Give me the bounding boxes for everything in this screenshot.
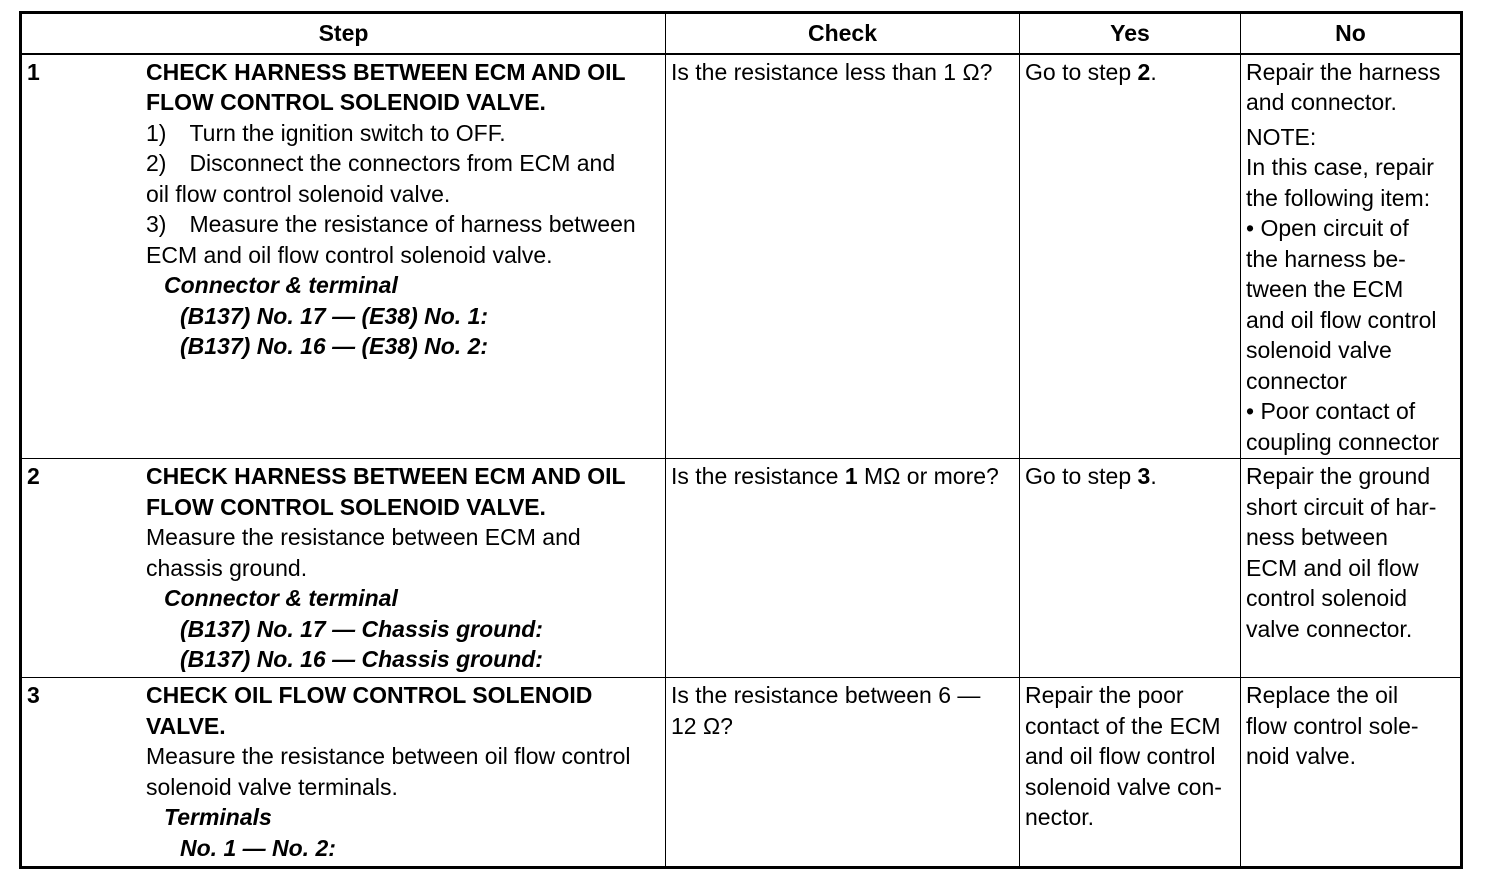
step-number: 3 xyxy=(27,682,40,708)
no-line: noid valve. xyxy=(1246,743,1356,769)
note-bullet-line: connector xyxy=(1246,367,1348,394)
header-yes: Yes xyxy=(1020,13,1241,54)
terminal-pair: No. 1 — No. 2: xyxy=(180,834,336,861)
step-line: 2) Disconnect the connectors from ECM and xyxy=(146,150,616,176)
step-cell xyxy=(21,678,666,868)
no-line: short circuit of har- xyxy=(1246,493,1437,520)
yes-text-end: . xyxy=(1150,463,1157,489)
check-cell xyxy=(666,459,1020,678)
step-line: 1) Turn the ignition switch to OFF. xyxy=(146,119,506,146)
step-line: chassis ground. xyxy=(146,554,308,581)
yes-cell xyxy=(1020,54,1241,459)
yes-step-number: 3 xyxy=(1137,463,1151,489)
check-cell xyxy=(666,54,1020,459)
step-title: VALVE. xyxy=(146,712,226,739)
step-title: CHECK OIL FLOW CONTROL SOLENOID xyxy=(146,682,593,708)
note-label: NOTE: xyxy=(1246,123,1317,150)
no-line: control solenoid xyxy=(1246,585,1408,611)
no-line: Replace the oil xyxy=(1246,682,1399,708)
note-bullet-line: solenoid valve xyxy=(1246,337,1392,363)
connector-terminal: (B137) No. 17 — (E38) No. 1: xyxy=(180,302,489,329)
connector-terminal: (B137) No. 17 — Chassis ground: xyxy=(180,615,543,642)
yes-line: contact of the ECM xyxy=(1025,712,1221,739)
terminals-heading: Terminals xyxy=(164,804,272,830)
step-line: Measure the resistance between oil flow control xyxy=(146,743,631,769)
check-cell xyxy=(666,678,1020,868)
note-line: In this case, repair xyxy=(1246,154,1434,180)
header-step: Step xyxy=(21,13,666,54)
step-line: ECM and oil flow control solenoid valve. xyxy=(146,241,553,268)
step-line: solenoid valve terminals. xyxy=(146,773,398,800)
no-line: ECM and oil flow xyxy=(1246,554,1419,581)
step-line: Measure the resistance between ECM and xyxy=(146,524,581,550)
check-text-end: MΩ or more? xyxy=(857,463,999,489)
note-line: the following item: xyxy=(1246,184,1431,211)
step-body xyxy=(146,57,660,362)
connector-heading: Connector & terminal xyxy=(164,272,398,298)
check-text: Is the resistance xyxy=(671,463,845,489)
header-no: No xyxy=(1241,13,1462,54)
step-cell xyxy=(21,459,666,678)
yes-text: Go to step xyxy=(1025,58,1138,85)
diagnostic-table xyxy=(19,11,1463,869)
yes-text-end: . xyxy=(1150,58,1157,85)
connector-terminal: (B137) No. 16 — Chassis ground: xyxy=(180,646,543,672)
step-body xyxy=(146,461,660,675)
step-number: 2 xyxy=(27,463,40,489)
connector-heading: Connector & terminal xyxy=(164,585,398,611)
check-text: Is the resistance less than 1 Ω? xyxy=(671,58,993,85)
table-row xyxy=(21,459,1462,678)
step-title: CHECK HARNESS BETWEEN ECM AND OIL xyxy=(146,463,626,489)
no-line: flow control sole- xyxy=(1246,712,1419,739)
step-title: FLOW CONTROL SOLENOID VALVE. xyxy=(146,493,546,520)
yes-cell xyxy=(1020,459,1241,678)
no-line: ness between xyxy=(1246,524,1388,550)
note-bullet-line: tween the ECM xyxy=(1246,276,1404,302)
step-title: FLOW CONTROL SOLENOID VALVE. xyxy=(146,89,546,115)
step-cell xyxy=(21,54,666,459)
yes-step-number: 2 xyxy=(1137,58,1151,85)
table-row xyxy=(21,54,1462,459)
step-title: CHECK HARNESS BETWEEN ECM AND OIL xyxy=(146,58,626,85)
yes-line: nector. xyxy=(1025,804,1095,830)
note-bullet-line: the harness be- xyxy=(1246,245,1406,272)
no-line: Repair the harness xyxy=(1246,58,1441,85)
table-row xyxy=(21,678,1462,868)
note-bullet-line: coupling connector xyxy=(1246,428,1440,455)
connector-terminal: (B137) No. 16 — (E38) No. 2: xyxy=(180,333,489,359)
no-line: Repair the ground xyxy=(1246,463,1431,489)
step-number: 1 xyxy=(27,58,40,85)
step-line: oil flow control solenoid valve. xyxy=(146,180,451,207)
yes-line: and oil flow control xyxy=(1025,743,1216,769)
check-text: 12 Ω? xyxy=(671,712,733,739)
no-cell xyxy=(1241,54,1462,459)
no-cell xyxy=(1241,459,1462,678)
yes-text: Go to step xyxy=(1025,463,1138,489)
check-text: Is the resistance between 6 — xyxy=(671,682,981,708)
note-bullet: • Open circuit of xyxy=(1246,215,1409,241)
note-bullet-line: and oil flow control xyxy=(1246,306,1437,333)
header-check: Check xyxy=(666,13,1020,54)
no-line: valve connector. xyxy=(1246,615,1413,642)
yes-line: Repair the poor xyxy=(1025,682,1184,708)
yes-line: solenoid valve con- xyxy=(1025,773,1222,800)
step-line: 3) Measure the resistance of harness between xyxy=(146,211,636,237)
header-row xyxy=(21,13,1462,54)
step-body xyxy=(146,680,660,863)
no-cell xyxy=(1241,678,1462,868)
note-bullet: • Poor contact of xyxy=(1246,398,1416,424)
yes-cell xyxy=(1020,678,1241,868)
no-line: and connector. xyxy=(1246,89,1397,115)
check-value: 1 xyxy=(844,463,858,489)
